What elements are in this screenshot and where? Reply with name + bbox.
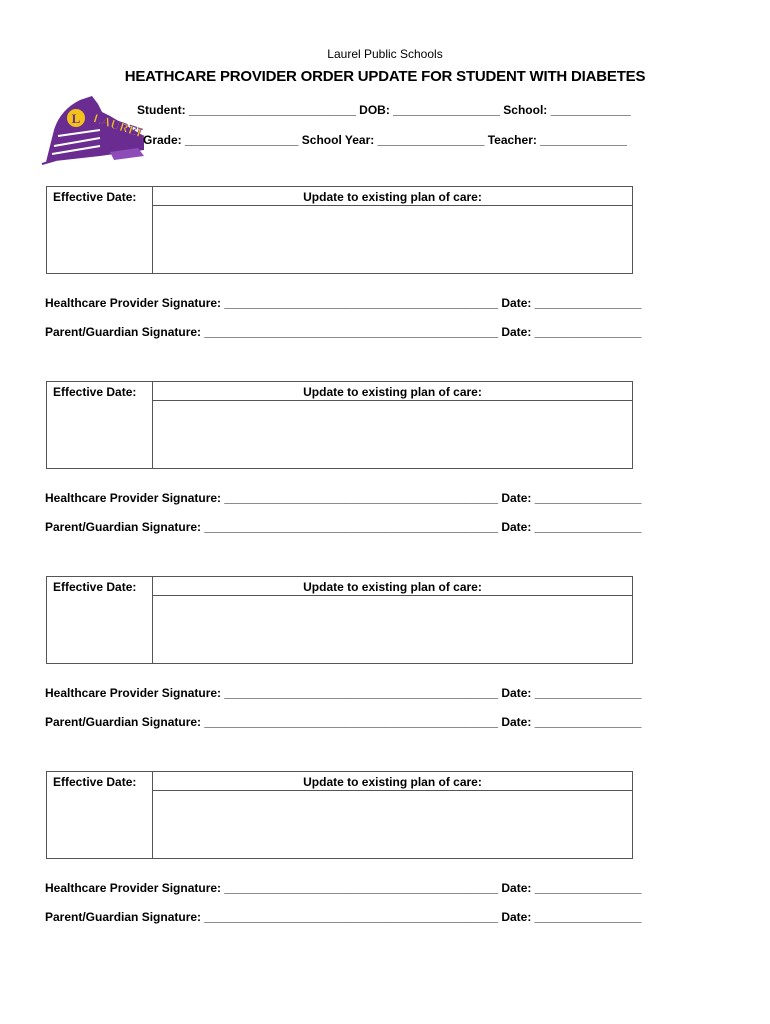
- logo-wordmark: LAUREL: [91, 110, 148, 142]
- update-plan-label: Update to existing plan of care:: [303, 580, 482, 594]
- header-divider: [153, 400, 632, 401]
- provider-signature-line[interactable]: Healthcare Provider Signature: _________________________________________ Date: ________________: [45, 686, 642, 700]
- parent-signature-line[interactable]: Parent/Guardian Signature: ____________________________________________ Date: ________________: [45, 325, 642, 339]
- effective-date-label: Effective Date:: [53, 190, 137, 204]
- parent-signature-line[interactable]: Parent/Guardian Signature: ____________________________________________ Date: ________________: [45, 910, 642, 924]
- order-update-table: [46, 771, 633, 859]
- parent-signature-line[interactable]: Parent/Guardian Signature: ____________________________________________ Date: ________________: [45, 520, 642, 534]
- provider-signature-line[interactable]: Healthcare Provider Signature: _________________________________________ Date: ________________: [45, 881, 642, 895]
- header-divider: [153, 790, 632, 791]
- provider-signature-line[interactable]: Healthcare Provider Signature: _________________________________________ Date: ________________: [45, 296, 642, 310]
- update-plan-label: Update to existing plan of care:: [303, 190, 482, 204]
- order-update-table: [46, 381, 633, 469]
- student-info-line[interactable]: Student: _________________________ DOB: ________________ School: ____________: [137, 103, 631, 117]
- logo-monogram: L: [71, 111, 81, 126]
- effective-date-label: Effective Date:: [53, 775, 137, 789]
- form-title: HEATHCARE PROVIDER ORDER UPDATE FOR STUDENT WITH DIABETES: [124, 68, 646, 85]
- grade-info-line[interactable]: Grade: _________________ School Year: ________________ Teacher: _____________: [143, 133, 627, 147]
- order-update-table: [46, 576, 633, 664]
- update-plan-label: Update to existing plan of care:: [303, 385, 482, 399]
- header-divider: [153, 595, 632, 596]
- provider-signature-line[interactable]: Healthcare Provider Signature: _________________________________________ Date: ________________: [45, 491, 642, 505]
- effective-date-label: Effective Date:: [53, 385, 137, 399]
- district-name: Laurel Public Schools: [327, 47, 443, 61]
- header-divider: [153, 205, 632, 206]
- parent-signature-line[interactable]: Parent/Guardian Signature: ____________________________________________ Date: ________________: [45, 715, 642, 729]
- laurel-train-logo: [40, 90, 148, 170]
- order-update-table: [46, 186, 633, 274]
- effective-date-label: Effective Date:: [53, 580, 137, 594]
- update-plan-label: Update to existing plan of care:: [303, 775, 482, 789]
